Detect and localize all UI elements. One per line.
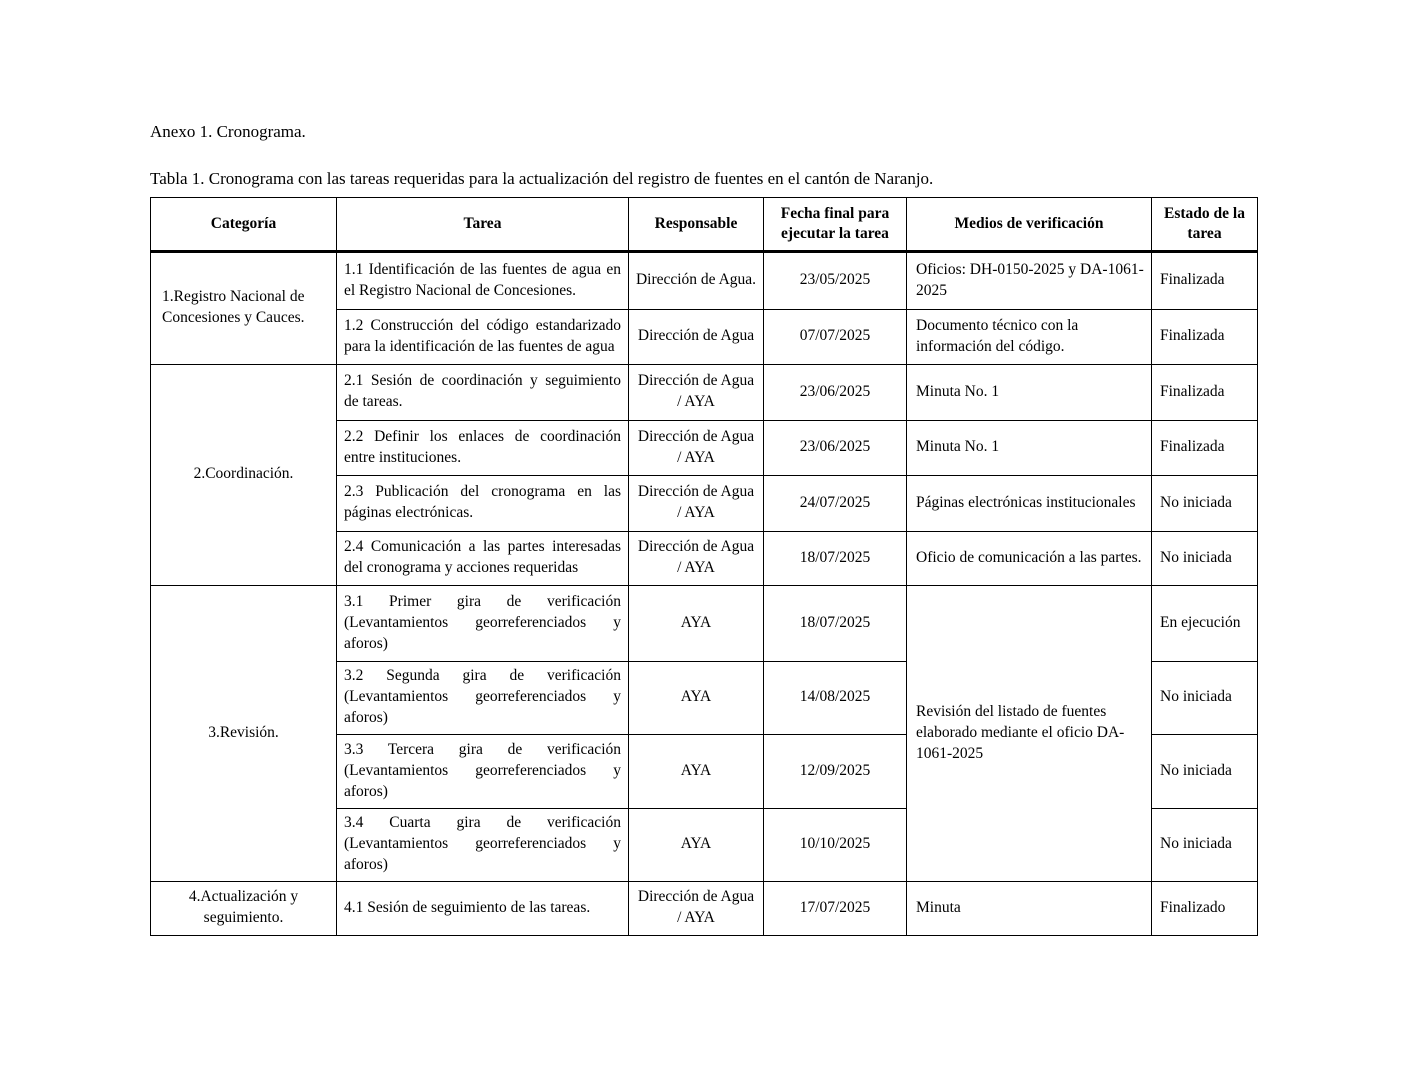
schedule-table-head <box>151 197 1258 251</box>
column-header-categoria: Categoría <box>151 197 337 251</box>
due-date-cell: 24/07/2025 <box>764 475 907 531</box>
table-row <box>151 251 1258 309</box>
verification-cell: Oficios: DH-0150-2025 y DA-1061-2025 <box>907 251 1152 309</box>
status-cell: Finalizado <box>1152 881 1258 935</box>
status-cell: Finalizada <box>1152 309 1258 364</box>
task-cell: 2.3 Publicación del cronograma en las páginas electrónicas. <box>337 475 629 531</box>
responsible-cell: Dirección de Agua <box>629 309 764 364</box>
task-cell: 1.2 Construcción del código estandarizado para la identificación de las fuentes de agua <box>337 309 629 364</box>
due-date-cell: 23/06/2025 <box>764 364 907 420</box>
document-heading: Anexo 1. Cronograma. <box>150 122 306 141</box>
task-cell: 3.2 Segunda gira de verificación (Levantamientos georreferenciados y aforos) <box>337 661 629 734</box>
task-cell: 1.1 Identificación de las fuentes de agua en el Registro Nacional de Concesiones. <box>337 251 629 309</box>
responsible-cell: AYA <box>629 734 764 808</box>
due-date-cell: 07/07/2025 <box>764 309 907 364</box>
schedule-table-body <box>151 251 1258 935</box>
status-cell: No iniciada <box>1152 661 1258 734</box>
due-date-cell: 17/07/2025 <box>764 881 907 935</box>
status-cell: Finalizada <box>1152 251 1258 309</box>
responsible-cell: AYA <box>629 808 764 881</box>
verification-cell: Minuta No. 1 <box>907 364 1152 420</box>
category-cell: 1.Registro Nacional de Concesiones y Cauces. <box>151 251 337 364</box>
verification-cell: Minuta <box>907 881 1152 935</box>
due-date-cell: 10/10/2025 <box>764 808 907 881</box>
category-cell: 3.Revisión. <box>151 585 337 881</box>
verification-cell: Documento técnico con la información del código. <box>907 309 1152 364</box>
schedule-table <box>150 197 1258 936</box>
header-row <box>151 197 1258 251</box>
column-header-responsable: Responsable <box>629 197 764 251</box>
status-cell: En ejecución <box>1152 585 1258 661</box>
column-header-tarea: Tarea <box>337 197 629 251</box>
due-date-cell: 23/05/2025 <box>764 251 907 309</box>
task-cell: 2.4 Comunicación a las partes interesadas del cronograma y acciones requeridas <box>337 531 629 585</box>
status-cell: Finalizada <box>1152 364 1258 420</box>
task-cell: 3.3 Tercera gira de verificación (Levantamientos georreferenciados y aforos) <box>337 734 629 808</box>
table-row <box>151 881 1258 935</box>
category-cell: 4.Actualización y seguimiento. <box>151 881 337 935</box>
status-cell: No iniciada <box>1152 808 1258 881</box>
table-row <box>151 364 1258 420</box>
responsible-cell: Dirección de Agua / AYA <box>629 420 764 475</box>
verification-cell: Páginas electrónicas institucionales <box>907 475 1152 531</box>
responsible-cell: Dirección de Agua / AYA <box>629 531 764 585</box>
due-date-cell: 14/08/2025 <box>764 661 907 734</box>
status-cell: Finalizada <box>1152 420 1258 475</box>
status-cell: No iniciada <box>1152 734 1258 808</box>
task-cell: 2.2 Definir los enlaces de coordinación entre instituciones. <box>337 420 629 475</box>
status-cell: No iniciada <box>1152 531 1258 585</box>
due-date-cell: 23/06/2025 <box>764 420 907 475</box>
responsible-cell: AYA <box>629 661 764 734</box>
category-cell: 2.Coordinación. <box>151 364 337 585</box>
responsible-cell: AYA <box>629 585 764 661</box>
task-cell: 2.1 Sesión de coordinación y seguimiento de tareas. <box>337 364 629 420</box>
verification-cell: Minuta No. 1 <box>907 420 1152 475</box>
table-caption: Tabla 1. Cronograma con las tareas requeridas para la actualización del registro de fuentes en el cantón de Naranjo. <box>150 169 934 189</box>
table-row <box>151 585 1258 661</box>
status-cell: No iniciada <box>1152 475 1258 531</box>
task-cell: 3.4 Cuarta gira de verificación (Levantamientos georreferenciados y aforos) <box>337 808 629 881</box>
column-header-estado: Estado de la tarea <box>1152 197 1258 251</box>
due-date-cell: 18/07/2025 <box>764 531 907 585</box>
responsible-cell: Dirección de Agua / AYA <box>629 881 764 935</box>
responsible-cell: Dirección de Agua / AYA <box>629 475 764 531</box>
task-cell: 3.1 Primer gira de verificación (Levantamientos georreferenciados y aforos) <box>337 585 629 661</box>
verification-cell: Revisión del listado de fuentes elaborado mediante el oficio DA-1061-2025 <box>907 585 1152 881</box>
responsible-cell: Dirección de Agua / AYA <box>629 364 764 420</box>
due-date-cell: 12/09/2025 <box>764 734 907 808</box>
responsible-cell: Dirección de Agua. <box>629 251 764 309</box>
task-cell: 4.1 Sesión de seguimiento de las tareas. <box>337 881 629 935</box>
due-date-cell: 18/07/2025 <box>764 585 907 661</box>
verification-cell: Oficio de comunicación a las partes. <box>907 531 1152 585</box>
column-header-medios-verificacion: Medios de verificación <box>907 197 1152 251</box>
column-header-fecha-final: Fecha final para ejecutar la tarea <box>764 197 907 251</box>
